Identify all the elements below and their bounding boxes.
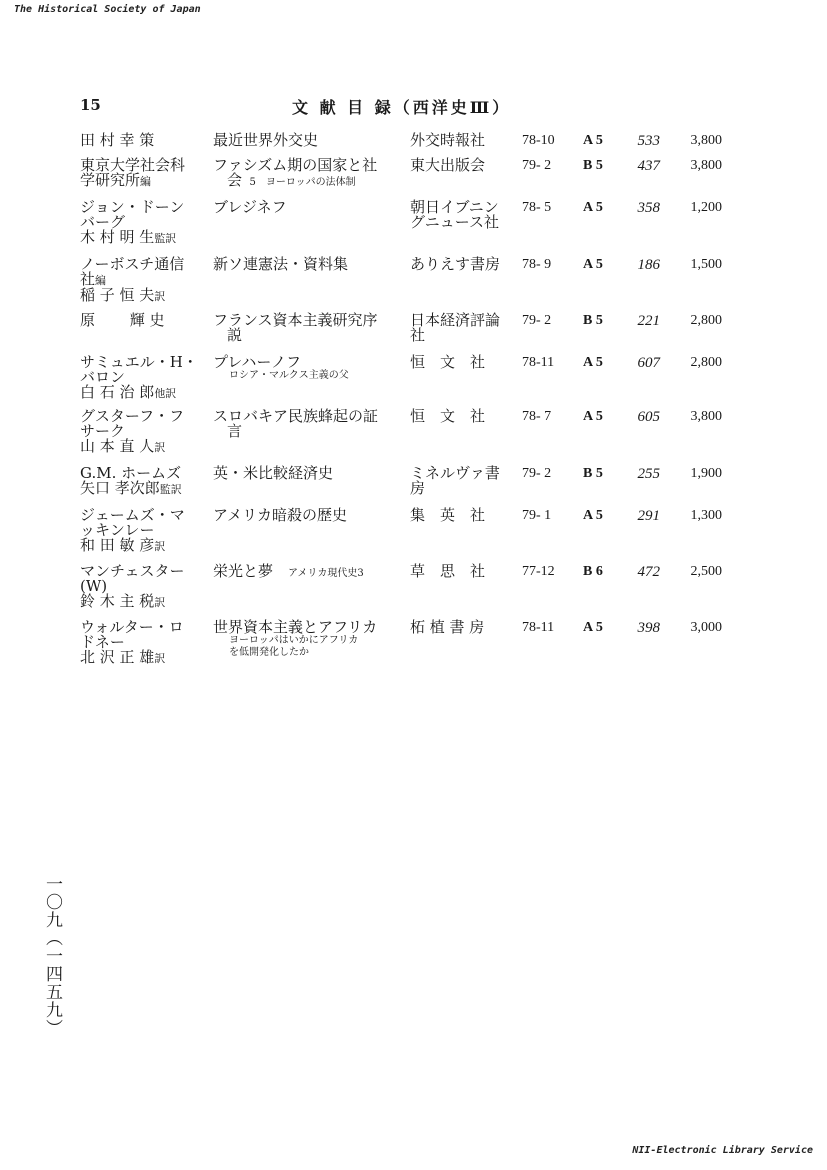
entry-publisher: [410, 409, 514, 424]
author-line: [80, 481, 208, 497]
entry-date: 77-12: [522, 564, 555, 579]
entry-title: [213, 508, 405, 523]
author-name: 和 田 敏 彦: [80, 536, 155, 554]
title-line: [213, 173, 405, 190]
entry-price: 1,200: [690, 200, 722, 215]
entry-title: [213, 158, 405, 190]
author-name: 社: [80, 270, 96, 288]
entry-size: B 5: [583, 158, 603, 173]
author-name: (W): [80, 577, 108, 595]
publisher-line: 社: [410, 326, 426, 344]
author-name: 北 沢 正 雄: [80, 648, 155, 666]
publisher-line: ありえす書房: [410, 255, 501, 273]
author-line: [80, 439, 208, 455]
title-line: [213, 424, 405, 439]
title-text: 栄光と夢: [213, 562, 274, 580]
title-subtitle: アメリカ現代史3: [288, 568, 364, 579]
entry-size: A 5: [583, 620, 603, 635]
entry-size: B 5: [583, 466, 603, 481]
entry-publisher: [410, 564, 514, 579]
author-name: サミュエル・H・: [80, 353, 198, 371]
author-line: [80, 133, 208, 148]
author-name: ドネー: [80, 633, 125, 651]
entry-pages: 607: [637, 355, 660, 371]
entry-date: 78-11: [522, 355, 555, 370]
author-name: バーグ: [80, 213, 126, 231]
title-line: [213, 257, 405, 272]
entry-date: 79- 2: [522, 313, 552, 328]
entry-price: 3,800: [690, 409, 722, 424]
author-name: ノーボスチ通信: [80, 255, 185, 273]
entry-date: 78- 5: [522, 200, 552, 215]
entry-price: 3,800: [690, 133, 722, 148]
entry-title: [213, 466, 405, 481]
entry-author: [80, 355, 208, 401]
author-name: 鈴 木 主 税: [80, 592, 155, 610]
entry-size: A 5: [583, 257, 603, 272]
title-text: スロバキア民族蜂起の証: [213, 407, 379, 425]
title-continuation: 会: [227, 171, 243, 189]
publisher-line: 外交時報社: [410, 131, 486, 149]
title-subtitle-line: ロシア・マルクス主義の父: [229, 370, 349, 381]
entry-date: 78- 9: [522, 257, 552, 272]
entry-date: 78- 7: [522, 409, 552, 424]
author-name: グスターフ・フ: [80, 407, 185, 425]
publisher-line: ミネルヴァ書: [410, 464, 500, 482]
author-line: [80, 594, 208, 610]
title-line: [213, 328, 405, 343]
entry-price: 1,500: [690, 257, 722, 272]
entry-price: 2,800: [690, 313, 722, 328]
entry-price: 1,300: [690, 508, 722, 523]
entry-pages: 398: [637, 620, 660, 636]
author-line: [80, 385, 208, 401]
author-role: 他訳: [154, 387, 177, 400]
entry-size: A 5: [583, 355, 603, 370]
entry-author: [80, 620, 208, 666]
entry-author: [80, 564, 208, 610]
author-line: [80, 173, 208, 189]
entry-title: [213, 564, 405, 581]
side-folio: 一〇九（一四五九）: [42, 875, 62, 1037]
entry-size: A 5: [583, 409, 603, 424]
author-line: [80, 538, 208, 554]
title-line: [213, 508, 405, 523]
author-name: 稲 子 恒 夫: [80, 286, 155, 304]
entry-title: [213, 313, 405, 343]
author-name: ウォルター・ロ: [80, 618, 184, 636]
publisher-line: 草 思 社: [410, 562, 486, 580]
publisher-line: 日本経済評論: [410, 311, 501, 329]
title-subtitle-line: ヨーロッパはいかにアフリカ: [229, 635, 359, 646]
author-name: 東京大学社会科: [80, 156, 186, 174]
publisher-line: 恒 文 社: [410, 407, 486, 425]
author-role: 編: [95, 274, 107, 287]
entry-date: 79- 2: [522, 158, 552, 173]
entry-title: [213, 200, 405, 215]
entry-pages: 221: [637, 313, 660, 329]
entry-title: [213, 409, 405, 439]
page-number: 15: [80, 96, 101, 114]
entry-publisher: [410, 508, 514, 523]
title-continuation: 言: [227, 422, 243, 440]
entry-title: [213, 257, 405, 272]
title-text: 最近世界外交史: [213, 131, 319, 149]
entry-author: [80, 409, 208, 455]
watermark-top: The Historical Society of Japan: [14, 4, 201, 15]
author-name: 山 本 直 人: [80, 437, 155, 455]
entry-date: 78-10: [522, 133, 555, 148]
title-text: ブレジネフ: [213, 198, 287, 216]
entry-price: 3,800: [690, 158, 722, 173]
entry-size: A 5: [583, 508, 603, 523]
author-line: [80, 230, 208, 246]
author-name: 白 石 治 郎: [80, 383, 155, 401]
entry-publisher: [410, 133, 514, 148]
entry-size: B 6: [583, 564, 603, 579]
title-text: 英・米比較経済史: [213, 464, 334, 482]
title-text: 新ソ連憲法・資料集: [213, 255, 349, 273]
entry-author: [80, 313, 208, 328]
author-role: 訳: [154, 652, 166, 665]
author-name: ジェームズ・マ: [80, 506, 185, 524]
author-role: 監訳: [159, 483, 182, 496]
title-text: フランス資本主義研究序: [213, 311, 378, 329]
author-name: サーク: [80, 422, 126, 440]
entry-date: 79- 2: [522, 466, 552, 481]
entry-size: B 5: [583, 313, 603, 328]
entry-pages: 437: [637, 158, 660, 174]
entry-pages: 255: [637, 466, 660, 482]
author-line: [80, 257, 208, 272]
publisher-line: 東大出版会: [410, 156, 486, 174]
entry-publisher: [410, 466, 514, 496]
entry-date: 79- 1: [522, 508, 552, 523]
author-name: 矢口 孝次郎: [80, 479, 160, 497]
author-role: 訳: [154, 441, 166, 454]
title-line: [213, 133, 405, 148]
entry-pages: 472: [637, 564, 660, 580]
entry-publisher: [410, 313, 514, 343]
entry-pages: 605: [637, 409, 660, 425]
entry-price: 3,000: [690, 620, 722, 635]
title-line: [213, 466, 405, 481]
author-name: 田 村 幸 策: [80, 131, 155, 149]
entry-title: [213, 355, 405, 382]
publisher-line: 恒 文 社: [410, 353, 486, 371]
title-subtitle-line: を低開発化したか: [229, 647, 309, 658]
entry-author: [80, 133, 208, 148]
entry-size: A 5: [583, 133, 603, 148]
publisher-line: 集 英 社: [410, 506, 486, 524]
entry-title: [213, 133, 405, 148]
entry-pages: 358: [637, 200, 660, 216]
entry-author: [80, 508, 208, 554]
publisher-line: グニュース社: [410, 213, 499, 231]
title-continuation: 説: [227, 326, 243, 344]
entry-title: [213, 620, 405, 659]
entry-author: [80, 200, 208, 246]
title-text: ファシズム期の国家と社: [213, 156, 378, 174]
author-name: ッキンレー: [80, 521, 155, 539]
title-line: [213, 620, 405, 635]
author-line: [80, 288, 208, 304]
author-line: [80, 650, 208, 666]
publisher-line: 柘 植 書 房: [410, 618, 485, 636]
entry-author: [80, 466, 208, 497]
entry-publisher: [410, 355, 514, 370]
entry-size: A 5: [583, 200, 603, 215]
author-name: マンチェスター: [80, 562, 185, 580]
title-text: プレハーノフ: [213, 353, 302, 371]
author-name: 学研究所: [80, 171, 141, 189]
entry-pages: 186: [637, 257, 660, 273]
title-text: アメリカ暗殺の歴史: [213, 506, 347, 524]
author-name: 原 輝 史: [80, 311, 165, 329]
entry-price: 2,500: [690, 564, 722, 579]
author-name: ジョン・ドーン: [80, 198, 185, 216]
publisher-line: 房: [410, 479, 426, 497]
publisher-line: 朝日イブニン: [410, 198, 499, 216]
author-name: G.M. ホームズ: [80, 464, 182, 482]
entry-author: [80, 257, 208, 304]
entry-author: [80, 158, 208, 189]
author-line: [80, 313, 208, 328]
entry-date: 78-11: [522, 620, 555, 635]
entry-pages: 291: [637, 508, 660, 524]
entry-publisher: [410, 158, 514, 173]
author-role: 訳: [154, 540, 166, 553]
author-role: 訳: [154, 290, 166, 303]
entry-pages: 533: [637, 133, 660, 149]
entry-publisher: [410, 620, 514, 635]
author-role: 訳: [154, 596, 166, 609]
title-line: [213, 355, 405, 370]
entry-price: 2,800: [690, 355, 722, 370]
entry-price: 1,900: [690, 466, 722, 481]
watermark-bottom: NII-Electronic Library Service: [632, 1145, 813, 1156]
title-text: 世界資本主義とアフリカ: [213, 618, 378, 636]
title-subtitle: 5 ヨーロッパの法体制: [249, 177, 356, 188]
author-name: バロン: [80, 368, 126, 386]
entry-publisher: [410, 200, 514, 230]
author-name: 木 村 明 生: [80, 228, 155, 246]
author-role: 編: [140, 175, 152, 188]
title-line: [213, 564, 405, 581]
title-line: [213, 200, 405, 215]
author-role: 監訳: [154, 232, 177, 245]
entry-publisher: [410, 257, 514, 272]
page-title: 文 献 目 録（西洋史Ⅲ）: [292, 98, 512, 117]
